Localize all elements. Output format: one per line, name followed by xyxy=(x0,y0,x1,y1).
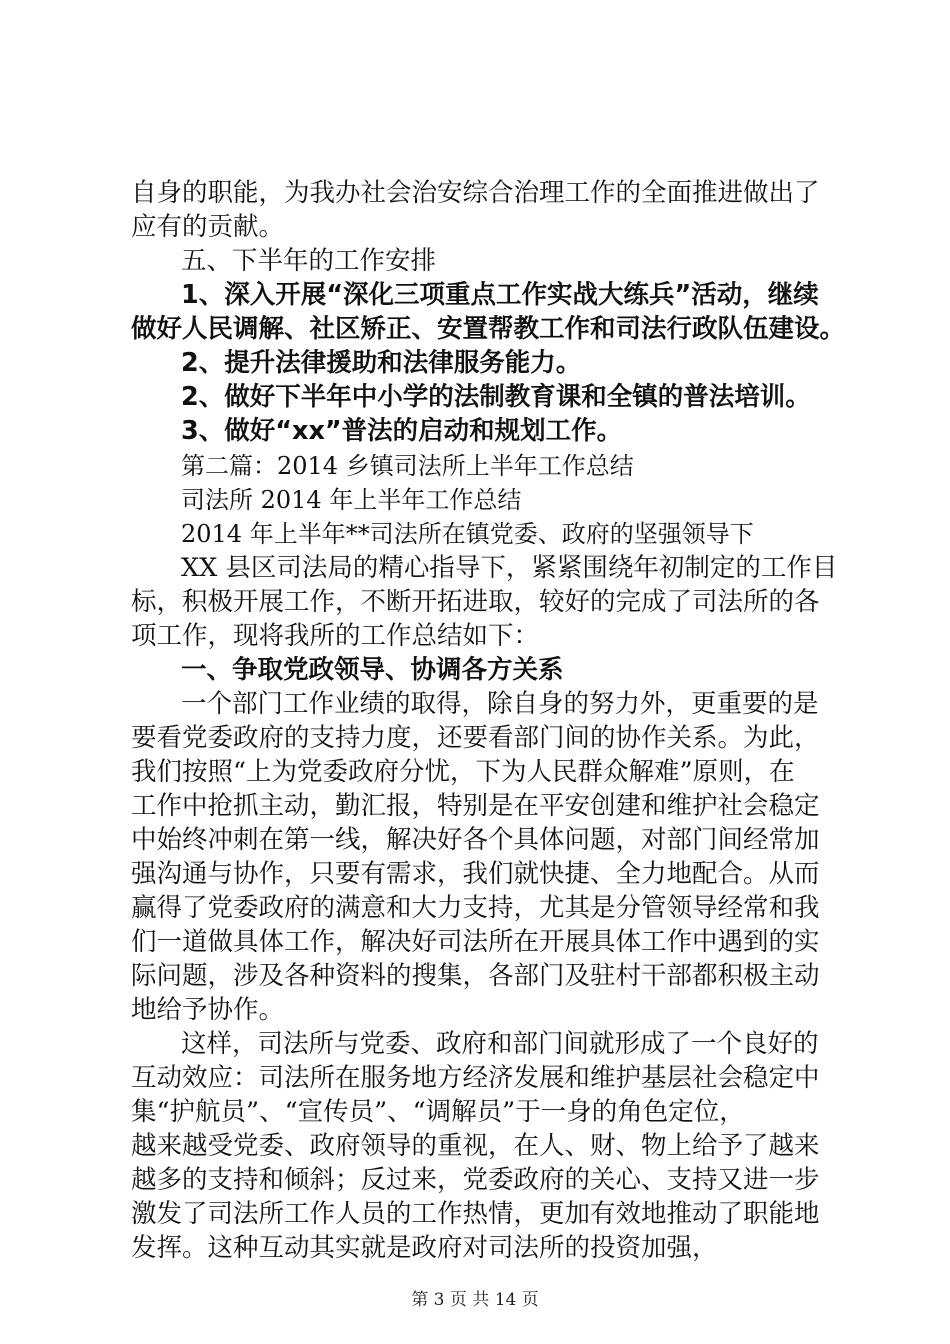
body-line: 这样，司法所与党委、政府和部门间就形成了一个良好的 xyxy=(181,1029,819,1059)
body-line: 项工作，现将我所的工作总结如下： xyxy=(131,621,540,651)
body-line: 地给予协作。 xyxy=(131,995,285,1025)
body-line: 激发了司法所工作人员的工作热情，更加有效地推动了职能地 xyxy=(131,1199,820,1229)
body-line: 中始终冲刺在第一线，解决好各个具体问题，对部门间经常加 xyxy=(131,825,820,855)
body-line: 集“护航员”、“宣传员”、“调解员”于一身的角色定位， xyxy=(131,1097,745,1127)
body-line: XX 县区司法局的精心指导下，紧紧围绕年初制定的工作目 xyxy=(181,553,838,583)
body-line: 应有的贡献。 xyxy=(131,212,285,242)
article-subtitle: 司法所 2014 年上半年工作总结 xyxy=(181,486,522,514)
body-line: 标，积极开展工作，不断开拓进取，较好的完成了司法所的各 xyxy=(131,587,820,617)
body-line: 2、提升法律援助和法律服务能力。 xyxy=(181,348,582,378)
page-footer: 第 3 页 共 14 页 xyxy=(411,1290,539,1310)
body-line: 际问题，涉及各种资料的搜集，各部门及驻村干部都积极主动 xyxy=(131,961,820,991)
body-line: 自身的职能，为我办社会治安综合治理工作的全面推进做出了 xyxy=(131,178,820,208)
body-line: 越来越受党委、政府领导的重视，在人、财、物上给予了越来 xyxy=(131,1131,820,1161)
body-line: 做好人民调解、社区矫正、安置帮教工作和司法行政队伍建设。 xyxy=(131,314,846,344)
body-line: 2014 年上半年**司法所在镇党委、政府的坚强领导下 xyxy=(181,520,754,548)
body-line: 们一道做具体工作，解决好司法所在开展具体工作中遇到的实 xyxy=(131,927,820,957)
body-line: 我们按照“上为党委政府分忧，下为人民群众解难”原则，在 xyxy=(131,757,795,787)
section-heading: 一、争取党政领导、协调各方关系 xyxy=(181,655,564,685)
body-line: 要看党委政府的支持力度，还要看部门间的协作关系。为此， xyxy=(131,723,820,753)
body-line: 2、做好下半年中小学的法制教育课和全镇的普法培训。 xyxy=(181,382,811,412)
article-title: 第二篇：2014 乡镇司法所上半年工作总结 xyxy=(181,452,634,480)
body-line: 发挥。这种互动其实就是政府对司法所的投资加强， xyxy=(131,1233,718,1263)
body-line: 赢得了党委政府的满意和大力支持，尤其是分管领导经常和我 xyxy=(131,893,820,923)
body-line: 互动效应：司法所在服务地方经济发展和维护基层社会稳定中 xyxy=(131,1063,820,1093)
body-line: 强沟通与协作，只要有需求，我们就快捷、全力地配合。从而 xyxy=(131,859,820,889)
body-line: 一个部门工作业绩的取得，除自身的努力外，更重要的是 xyxy=(181,689,819,719)
body-line: 工作中抢抓主动，勤汇报，特别是在平安创建和维护社会稳定 xyxy=(131,791,820,821)
body-line: 1、深入开展“深化三项重点工作实战大练兵”活动，继续 xyxy=(181,280,819,310)
body-line: 越多的支持和倾斜；反过来，党委政府的关心、支持又进一步 xyxy=(131,1165,820,1195)
body-line: 3、做好“xx”普法的启动和规划工作。 xyxy=(181,416,623,446)
section-heading: 五、下半年的工作安排 xyxy=(181,246,437,276)
